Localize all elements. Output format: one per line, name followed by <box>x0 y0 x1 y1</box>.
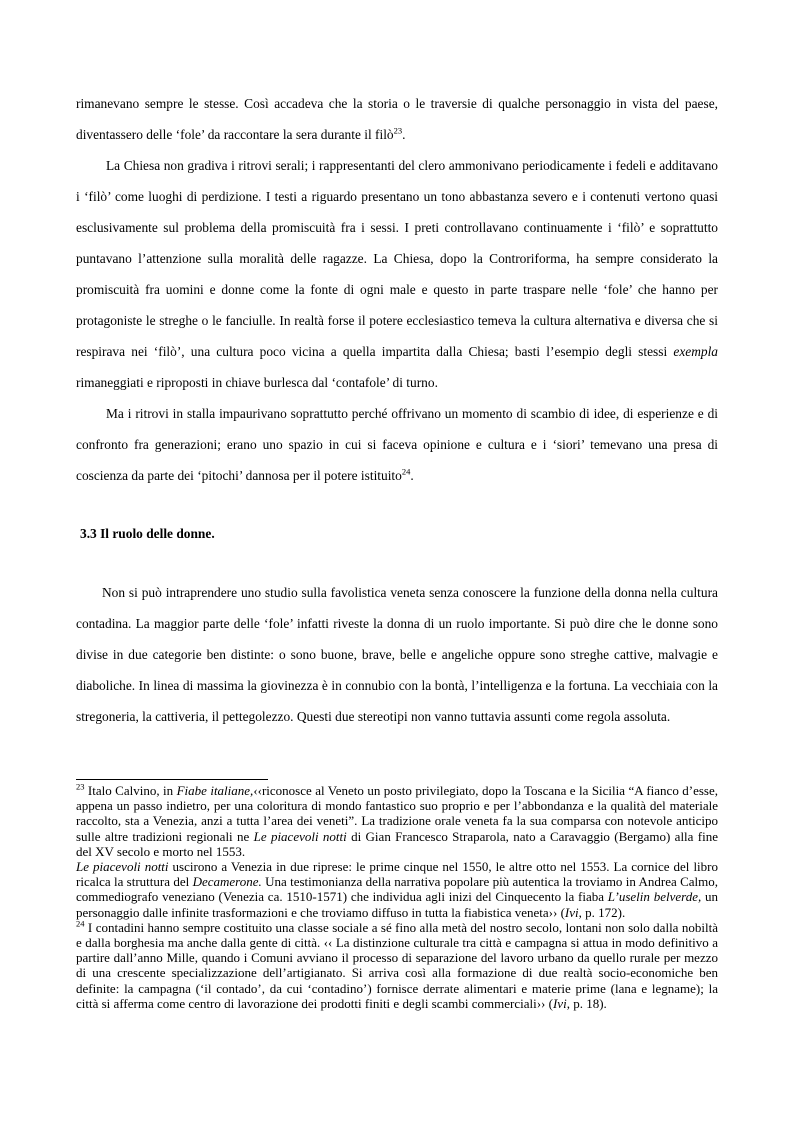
body-text-block-1 <box>76 88 718 491</box>
body-text-block-2 <box>76 577 718 732</box>
paragraph-ritrovi: Ma i ritrovi in stalla impaurivano soprattutto perché offrivano un momento di scambio di idee, di esperienze e di confronto fra generazioni; erano uno spazio in cui si faceva opinione e cultura e i ‘siori’ temevano una presa di coscienza da parte dei ‘pitochi’ dannosa per il potere istituito$^{24}$. <box>76 406 718 483</box>
paragraph-donne: Non si può intraprendere uno studio sulla favolistica veneta senza conoscere la funzione della donna nella cultura contadina. La maggior parte delle ‘fole’ infatti riveste la donna di un ruolo importante. Si può dire che le donne sono divise in due categorie ben distinte: o sono buone, brave, belle e angeliche oppure sono streghe cattive, malvagie e diaboliche. In linea di massima la giovinezza è in connubio con la bontà, l’intelligenza e la fortuna. La vecchiaia con la stregoneria, la cattiveria, il pettegolezzo. Questi due stereotipi non vanno tuttavia assunti come regola assoluta. <box>76 585 718 724</box>
footnote-ref-24[interactable]: 24 <box>401 466 411 477</box>
footnote-ref-23[interactable]: 23 <box>393 125 403 136</box>
footnote-number: 24 <box>76 918 85 929</box>
footnote-24: $^{24}$ I contadini hanno sempre costituito una classe sociale a sé fino alla metà del nostro secolo, lontani non solo dalla nobiltà e dalla borghesia ma anche dalla gente di città. ‹‹ La distinzione culturale tra città e campagna si attua in modo definitivo a partire dall’anno Mille, quando i Comuni avviano il processo di separazione del lavoro urbano da quello rurale per mezzo di una crescente specializzazione dell’artigianato. Si arriva così alla formazione di due realtà socio-economiche ben definite: la campagna (‘il contado’, da cui ‘contadino’) fornisce derrate alimentari e materie prime (lana e legname); la città si afferma come centro di lavorazione dei prodotti finiti e degli scambi commerciali›› (Ivi, p. 18). <box>76 918 718 1011</box>
section-heading: 3.3 Il ruolo delle donne. <box>80 526 215 541</box>
footnote-number: 23 <box>76 781 85 792</box>
footnote-23-continued: Le piacevoli notti uscirono a Venezia in due riprese: le prime cinque nel 1550, le altre otto nel 1553. La cornice del libro ricalca la struttura del Decamerone. Una testimonianza della narrativa popolare più autentica la troviamo in Andrea Calmo, commediografo veneziano (Venezia ca. 1510-1571) che individua agli inizi del Cinquecento la fiaba L’uselin belverde, un personaggio dalle infinite trasformazioni e che troviamo diffuso in tutta la fiabistica veneta›› (Ivi, p. 172). <box>76 859 719 920</box>
paragraph-chiesa: La Chiesa non gradiva i ritrovi serali; i rappresentanti del clero ammonivano periodicamente i fedeli e additavano i ‘filò’ come luoghi di perdizione. I testi a riguardo presentano un tono abbastanza severo e i contenuti vertono quasi esclusivamente sul problema della promiscuità fra i sessi. I preti controllavano continuamente i ‘filò’ e soprattutto puntavano l’attenzione sulla moralità delle ragazze. La Chiesa, dopo la Controriforma, ha sempre considerato la promiscuità fra uomini e donne come la fonte di ogni male e questo in parte traspare nelle ‘fole’ che hanno per protagoniste le streghe o le fanciulle. In realtà forse il potere ecclesiastico temeva la cultura alternativa e diversa che si respirava nei ‘filò’, una cultura poco vicina a quella impartita dalla Chiesa; basti l’esempio degli stessi exempla rimaneggiati e riproposti in chiave burlesca dal ‘contafole’ di turno. <box>76 158 718 390</box>
paragraph-continuation: rimanevano sempre le stesse. Così accadeva che la storia o le traversie di qualche personaggio in vista del paese, diventassero delle ‘fole’ da raccontare la sera durante il filò$^{23}$. <box>76 96 718 142</box>
footnotes <box>76 783 718 1011</box>
footnote-separator <box>76 779 268 780</box>
footnote-23: $^{23}$ Italo Calvino, in Fiabe italiane,‹‹riconosce al Veneto un posto privilegiato, dopo la Toscana e la Sicilia “A fianco d’esse, appena un passo indietro, per una coloritura di mondo fantastico suo proprio e per l’abbondanza e la qualità del materiale raccolto, sta a Venezia, anzi a tutta l’area dei veneti”. La tradizione orale veneta fa la sua comparsa con notevole anticipo sulle altre tradizioni regionali ne Le piacevoli notti di Gian Francesco Straparola, nato a Caravaggio (Bergamo) alla fine del XV secolo e morto nel 1553. <box>76 781 718 859</box>
